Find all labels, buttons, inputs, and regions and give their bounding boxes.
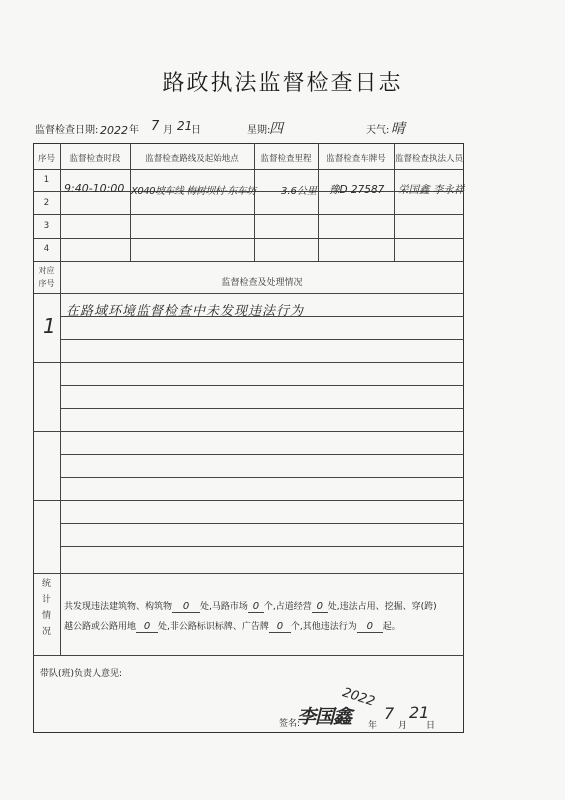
count-land: 0 (136, 621, 158, 633)
stats-text-land: 越公路或公路用地 (64, 622, 137, 632)
stats-label-3: 情 (41, 611, 51, 621)
sign-year-unit: 年 (368, 721, 378, 731)
stats-label-1: 统 (41, 579, 51, 589)
stats-label-4: 况 (41, 627, 51, 637)
col-header-route: 监督检查路线及起始地点 (145, 154, 239, 164)
sign-label: 签名: (279, 719, 301, 729)
date-month: 7 (151, 119, 160, 134)
entry-staff: 栄国鑫 李永祥 (398, 184, 465, 196)
stats-text-occupy: 个,占道经营 (263, 602, 312, 612)
stats-text-markets: 处,马路市场 (200, 602, 248, 612)
entry-route: X040坡车线 梅树坝村-东车坊 (131, 186, 256, 197)
col-header-plate: 监督检查车牌号 (326, 154, 386, 164)
weekday-value: 四 (269, 121, 283, 137)
year-unit: 年 (129, 125, 139, 136)
entry-mileage: 3.6公里 (281, 186, 317, 197)
leader-opinion-label: 带队(班)负责人意见: (40, 669, 123, 679)
page-title: 路政执法监督检查日志 (162, 71, 403, 96)
count-buildings: 0 (172, 601, 200, 613)
day-unit: 日 (191, 125, 201, 136)
sign-day: 21 (409, 703, 430, 722)
row-number-4: 4 (43, 244, 50, 254)
weather-value: 晴 (391, 121, 405, 137)
entry-time: 9:40-10:00 (64, 182, 125, 195)
date-day: 21 (177, 119, 193, 133)
col-header-period: 监督检查时段 (69, 154, 121, 164)
col-header-index: 序号 (37, 154, 55, 164)
stats-text-buildings: 共发现违法建筑物、构筑物 (64, 602, 173, 612)
weather-label: 天气: (366, 125, 390, 136)
count-occupy: 0 (312, 601, 328, 613)
log-table (33, 143, 464, 733)
date-label: 监督检查日期: (35, 125, 99, 136)
weekday-label: 星期: (247, 125, 271, 136)
count-other: 0 (357, 621, 383, 633)
sign-day-unit: 日 (426, 721, 436, 731)
month-unit: 月 (163, 125, 173, 136)
count-markets: 0 (248, 601, 264, 613)
stats-text-end: 起。 (382, 622, 401, 632)
stats-text-signs: 处,非公路标识标牌、广告牌 (158, 622, 269, 632)
finding-text: 在路域环境监督检查中未发现违法行为 (66, 304, 305, 319)
row-number-3: 3 (43, 221, 50, 231)
stats-line-1 (64, 599, 437, 613)
col-header-mileage: 监督检查里程 (260, 154, 312, 164)
index-label-line1: 对应 (38, 266, 55, 275)
row-number-1: 1 (43, 175, 50, 185)
sign-year: 2022 (340, 685, 377, 710)
finding-number: 1 (43, 314, 56, 338)
stats-line-2 (64, 619, 401, 633)
entry-plate: 豫D 27587 (329, 184, 385, 196)
count-signs: 0 (269, 621, 291, 633)
stats-text-other: 个,其他违法行为 (290, 622, 357, 632)
stats-label-2: 计 (41, 595, 51, 605)
date-year: 2022 (100, 124, 128, 137)
sign-month: 7 (384, 704, 395, 723)
section-heading: 监督检查及处理情况 (221, 278, 303, 288)
stats-text-dig: 处,违法占用、挖掘、穿(跨) (327, 602, 437, 612)
index-label-line2: 序号 (38, 279, 55, 288)
row-number-2: 2 (43, 198, 50, 208)
col-header-staff: 监督检查执法人员 (394, 154, 463, 164)
sign-month-unit: 月 (398, 721, 408, 731)
signature: 李国鑫 (297, 706, 352, 728)
